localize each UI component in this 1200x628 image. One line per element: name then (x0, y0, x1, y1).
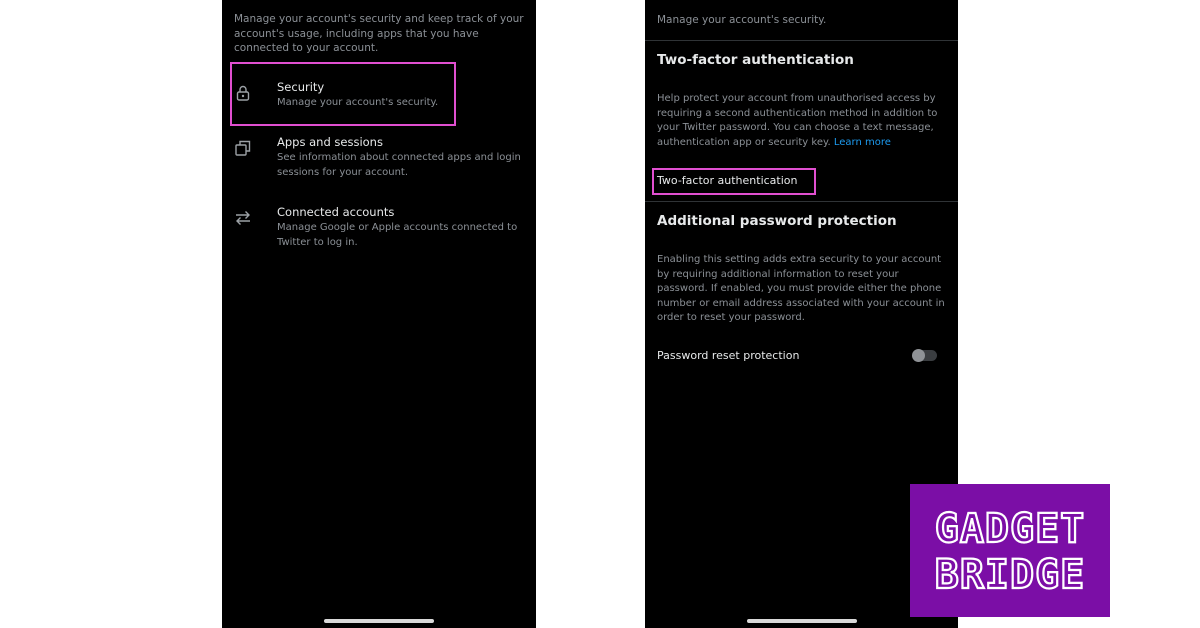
intro-text: Manage your account's security and keep track of your account's usage, including apps that you have connected to your account. (234, 13, 524, 54)
security-highlight-box (230, 62, 456, 126)
connected-accounts-menu-item[interactable] (222, 188, 536, 252)
security-description: Manage your account's security. (277, 97, 439, 108)
swap-arrows-icon (234, 209, 252, 227)
two-factor-heading: Two-factor authentication (657, 52, 854, 68)
toggle-knob (912, 349, 925, 362)
password-protection-description: Enabling this setting adds extra security to your account by requiring additional information to reset your password. If enabled, you must provide either the phone number or email address associated with your account in order to reset your password. (657, 254, 945, 323)
home-indicator[interactable] (747, 619, 857, 623)
logo-artwork (910, 484, 1110, 617)
password-protection-heading: Additional password protection (657, 213, 897, 229)
two-factor-description (657, 92, 947, 150)
apps-title: Apps and sessions (277, 135, 383, 149)
connected-title: Connected accounts (277, 205, 395, 219)
account-settings-screen (222, 0, 536, 628)
security-subtitle: Manage your account's security. (657, 14, 827, 26)
two-factor-description-text: Help protect your account from unauthorised access by requiring a second authentication method in addition to your Twitter password. You can choose a text message, authentication app or security key. (657, 93, 938, 148)
connected-description: Manage Google or Apple accounts connected to Twitter to log in. (277, 222, 518, 248)
apps-and-sessions-menu-item[interactable] (222, 118, 536, 182)
learn-more-link[interactable]: Learn more (833, 136, 891, 148)
logo-line-2: BRIDGE (934, 552, 1086, 598)
two-factor-option[interactable]: Two-factor authentication (657, 174, 798, 187)
divider (645, 40, 958, 41)
copy-icon (234, 139, 252, 157)
password-reset-label: Password reset protection (657, 349, 800, 362)
logo-line-1: GADGET (934, 506, 1086, 552)
home-indicator[interactable] (324, 619, 434, 623)
security-title: Security (277, 80, 325, 94)
divider (645, 201, 958, 202)
password-reset-toggle[interactable] (913, 350, 937, 361)
apps-description: See information about connected apps and login sessions for your account. (277, 152, 521, 178)
two-factor-highlight-box (652, 168, 816, 195)
gadgets-bridge-logo (910, 484, 1110, 617)
